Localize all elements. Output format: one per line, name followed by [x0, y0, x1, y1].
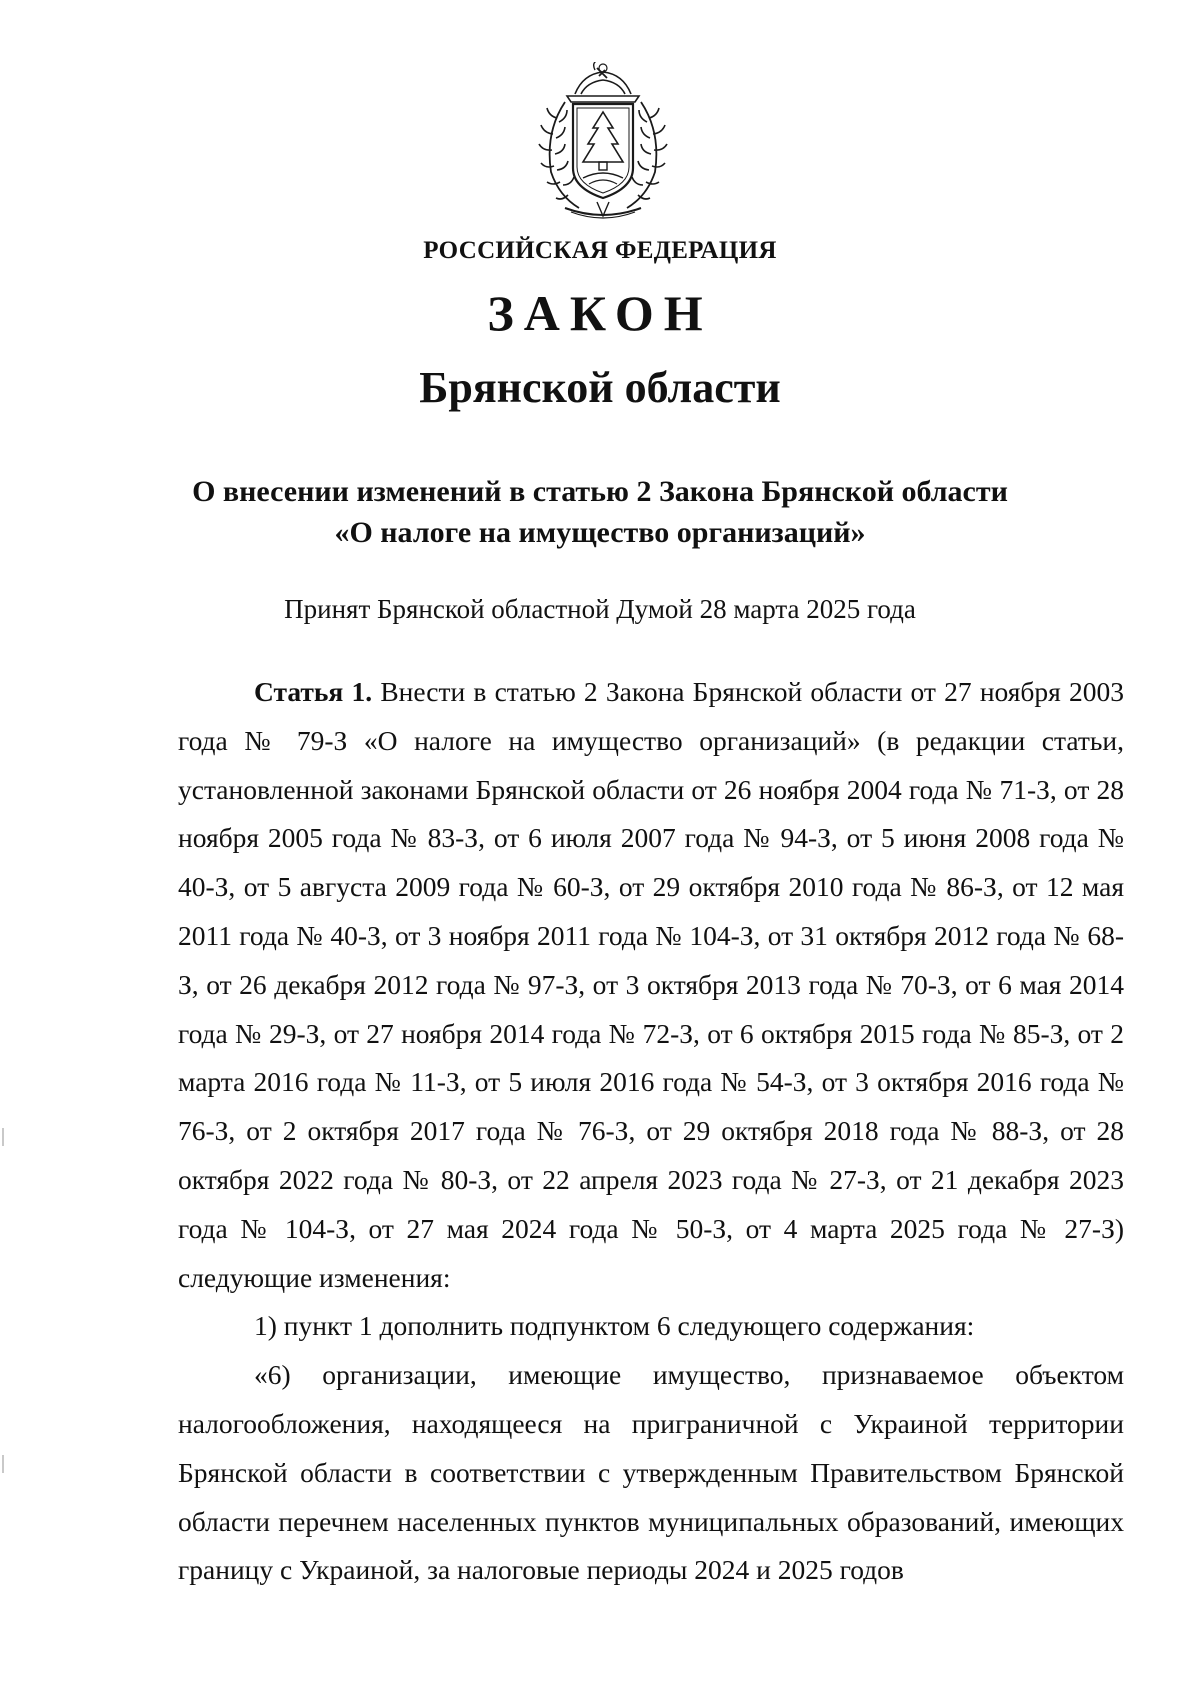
article-1-text: Внести в статью 2 Закона Брянской области от 27 ноября 2003 года № 79-З «О налоге на имущество организаций» (в редакции статьи, установленной законами Брянской области от 26 ноября 2004 года № 71-З, от 28 ноября 2005 года № 83-З, от 6 июля 2007 года № 94-З, от 5 июня 2008 года № 40-З, от 5 августа 2009 года № 60-З, от 29 октября 2010 года № 86-З, от 12 мая 2011 года № 40-З, от 3 ноября 2011 года № 104-З, от 31 октября 2012 года № 68-З, от 26 декабря 2012 года № 97-З, от 3 октября 2013 года № 70-З, от 6 мая 2014 года № 29-З, от 27 ноября 2014 года № 72-З, от 6 октября 2015 года № 85-З, от 2 марта 2016 года № 11-З, от 5 июля 2016 года № 54-З, от 3 октября 2016 года № 76-З, от 2 октября 2017 года № 76-З, от 29 октября 2018 года № 88-З, от 28 октября 2022 года № 80-З, от 22 апреля 2023 года № 27-З, от 21 декабря 2023 года № 104-З, от 27 мая 2024 года № 50-З, от 4 марта 2025 года № 27-З) следующие изменения: — [178, 676, 1125, 1293]
scan-edge-mark — [2, 1455, 4, 1473]
scan-edge-mark — [2, 1128, 4, 1146]
document-type-heading: ЗАКОН — [487, 285, 713, 341]
article-1-item-1: 1) пункт 1 дополнить подпунктом 6 следующего содержания: — [254, 1310, 975, 1342]
article-1-label: Статья 1. — [254, 676, 373, 707]
law-body — [178, 668, 1124, 1595]
article-1-paragraph — [178, 668, 1124, 1302]
law-title-line-2: «О налоге на имущество организаций» — [334, 516, 866, 549]
country-heading: РОССИЙСКАЯ ФЕДЕРАЦИЯ — [423, 237, 777, 264]
region-heading: Брянской области — [419, 363, 781, 412]
bryansk-coat-of-arms-emblem — [535, 62, 671, 220]
law-title-line-1: О внесении изменений в статью 2 Закона Брянской области — [192, 475, 1008, 508]
adoption-note: Принят Брянской областной Думой 28 марта 2025 года — [284, 594, 916, 624]
article-1-quoted-subitem: «6) организации, имеющие имущество, признаваемое объектом налогообложения, находящееся на приграничной с Украиной территории Брянской области в соответствии с утвержденным Правительством Брянской области перечнем населенных пунктов муниципальных образований, имеющих границу с Украиной, за налоговые периоды 2024 и 2025 годов — [178, 1359, 1124, 1586]
